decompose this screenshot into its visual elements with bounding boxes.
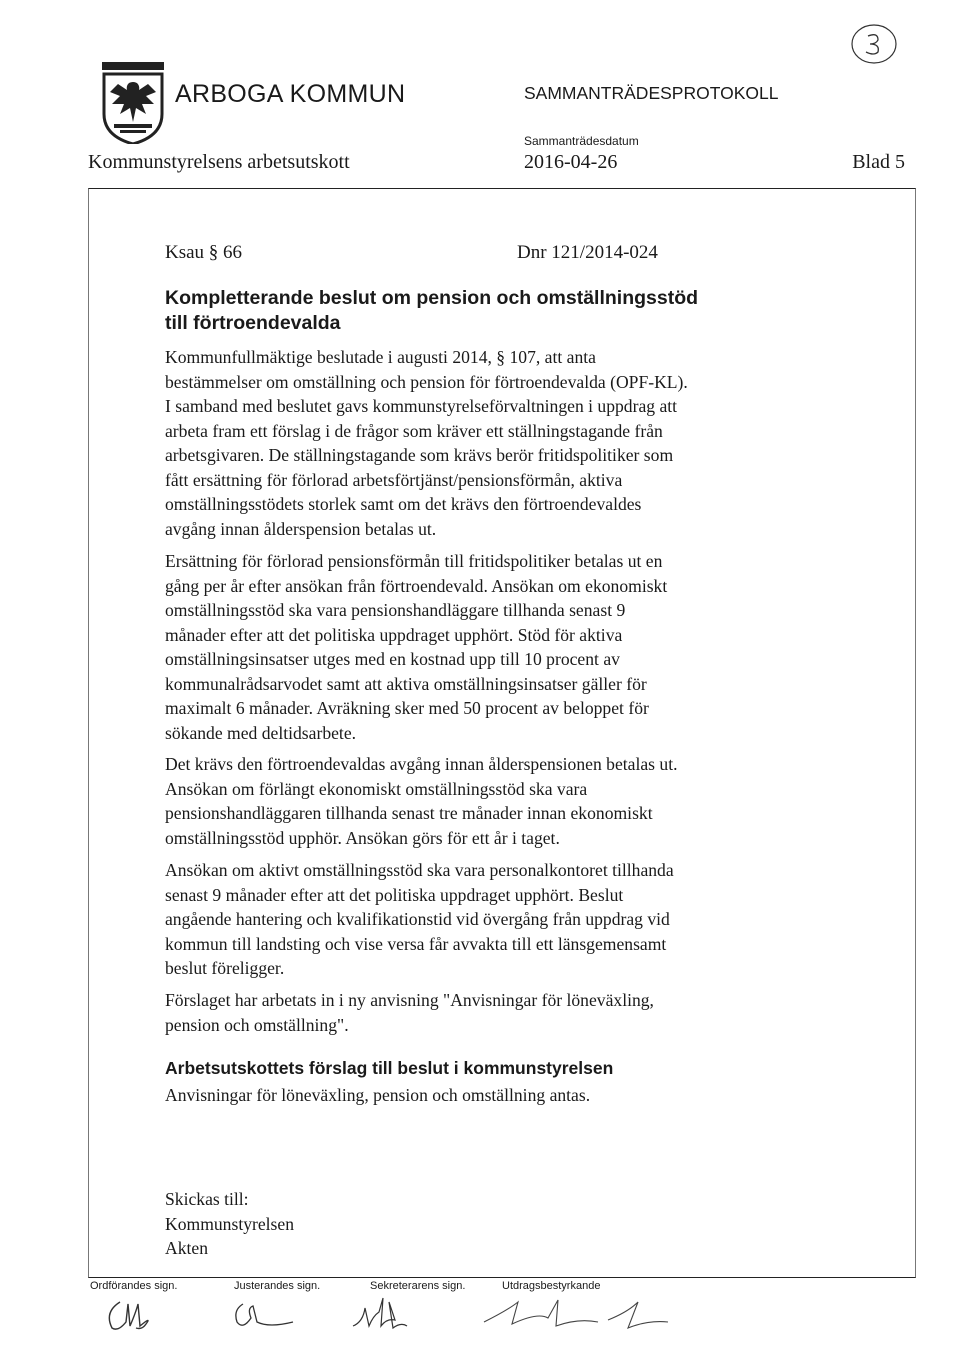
text-line: omställningsstöd ska vara pensionshandläggare tillhanda senast 9 bbox=[165, 600, 626, 620]
text-line: avgång innan ålderspension betalas ut. bbox=[165, 518, 437, 539]
paragraph bbox=[165, 988, 830, 1037]
handwritten-page-number bbox=[848, 22, 898, 66]
text-line: Ansökan om aktivt omställningsstöd ska vara personalkontoret tillhanda bbox=[165, 860, 674, 880]
text-line: fått ersättning för förlorad arbetsförtjänst/pensionsförmån, aktiva bbox=[165, 469, 623, 490]
page-label: Blad 5 bbox=[852, 151, 905, 173]
text-line: Förslaget har arbetats in i ny anvisning "Anvisningar för löneväxling, bbox=[165, 990, 654, 1010]
paragraph bbox=[165, 549, 830, 745]
text-line: Ersättning för förlorad pensionsförmån till fritidspolitiker betalas ut en bbox=[165, 551, 663, 571]
distribution-recipient: Akten bbox=[165, 1238, 208, 1258]
adjuster-signature bbox=[223, 1292, 313, 1338]
distribution-list bbox=[165, 1187, 294, 1261]
text-line: sökande med deltidsarbete. bbox=[165, 722, 357, 743]
section-reference: Ksau § 66 bbox=[165, 242, 243, 263]
text-line: I samband med beslutet gavs kommunstyrelseförvaltningen i uppdrag att bbox=[165, 396, 678, 416]
text-line: gång per år efter ansökan från förtroendevald. Ansökan om ekonomiskt bbox=[165, 575, 668, 596]
text-line: Ansökan om förlängt ekonomiskt omställningsstöd ska vara bbox=[165, 778, 588, 799]
text-line: Det krävs den förtroendevaldas avgång innan ålderspensionen betalas ut. bbox=[165, 754, 678, 774]
text-line: kommun till landsting och vise versa får avvakta till ett länsgemensamt bbox=[165, 933, 667, 954]
proposal-heading: Arbetsutskottets förslag till beslut i kommunstyrelsen bbox=[165, 1058, 614, 1078]
heading-line: till förtroendevalda bbox=[165, 312, 341, 334]
text-line: bestämmelser om omställning och pension för förtroendevalda (OPF-KL). bbox=[165, 371, 688, 392]
text-line: maximalt 6 månader. Avräkning sker med 50 procent av beloppet för bbox=[165, 698, 649, 718]
paragraph bbox=[165, 858, 830, 981]
distribution-recipient: Kommunstyrelsen bbox=[165, 1213, 295, 1234]
text-line: kommunalrådsarvodet samt att aktiva omställningsinsatser gäller för bbox=[165, 673, 647, 694]
text-line: omställningsinsatser utges med en kostnad upp till 10 procent av bbox=[165, 649, 620, 669]
item-heading bbox=[165, 286, 865, 336]
text-line: pensionshandläggaren tillhanda senast tre månader innan ekonomiskt bbox=[165, 803, 653, 823]
diary-number: Dnr 121/2014-024 bbox=[517, 242, 658, 263]
meeting-date: 2016-04-26 bbox=[524, 151, 618, 173]
text-line: pension och omställning". bbox=[165, 1014, 349, 1035]
committee-name: Kommunstyrelsens arbetsutskott bbox=[88, 151, 350, 173]
chair-signature bbox=[100, 1292, 180, 1338]
text-line: beslut föreligger. bbox=[165, 958, 285, 978]
text-line: omställningsstödets storlek samt om det krävs den förtroendevaldes bbox=[165, 494, 642, 514]
text-line: arbeta fram ett förslag i de frågor som kräver ett ställningstagande från bbox=[165, 420, 663, 441]
certification-signature-label: Utdragsbestyrkande bbox=[502, 1280, 601, 1292]
text-line: Kommunfullmäktige beslutade i augusti 2014, § 107, att anta bbox=[165, 347, 596, 367]
secretary-signature-label: Sekreterarens sign. bbox=[370, 1280, 466, 1292]
certification-signature bbox=[478, 1292, 688, 1338]
document-type: SAMMANTRÄDESPROTOKOLL bbox=[524, 83, 779, 103]
signature-bar bbox=[88, 1278, 916, 1340]
distribution-label: Skickas till: bbox=[165, 1189, 249, 1209]
secretary-signature bbox=[343, 1292, 433, 1338]
heading-line: Kompletterande beslut om pension och omställningsstöd bbox=[165, 287, 699, 309]
paragraph bbox=[165, 752, 830, 850]
date-caption: Sammanträdesdatum bbox=[524, 134, 639, 148]
coat-of-arms-logo bbox=[100, 62, 166, 144]
proposal-text: Anvisningar för löneväxling, pension och omställning antas. bbox=[165, 1085, 591, 1105]
organization-name: ARBOGA KOMMUN bbox=[175, 80, 406, 108]
text-line: omställningsstöd upphör. Ansökan görs för ett år i taget. bbox=[165, 827, 560, 848]
adjuster-signature-label: Justerandes sign. bbox=[234, 1280, 321, 1292]
paragraph bbox=[165, 345, 830, 541]
text-line: månader efter att det politiska uppdraget upphört. Stöd för aktiva bbox=[165, 624, 623, 645]
chair-signature-label: Ordförandes sign. bbox=[90, 1280, 178, 1292]
text-line: arbetsgivaren. De ställningstagande som krävs berör fritidspolitiker som bbox=[165, 445, 674, 465]
text-line: angående hantering och kvalifikationstid vid övergång från uppdrag vid bbox=[165, 909, 670, 929]
text-line: senast 9 månader efter att det politiska uppdraget upphört. Beslut bbox=[165, 884, 624, 905]
